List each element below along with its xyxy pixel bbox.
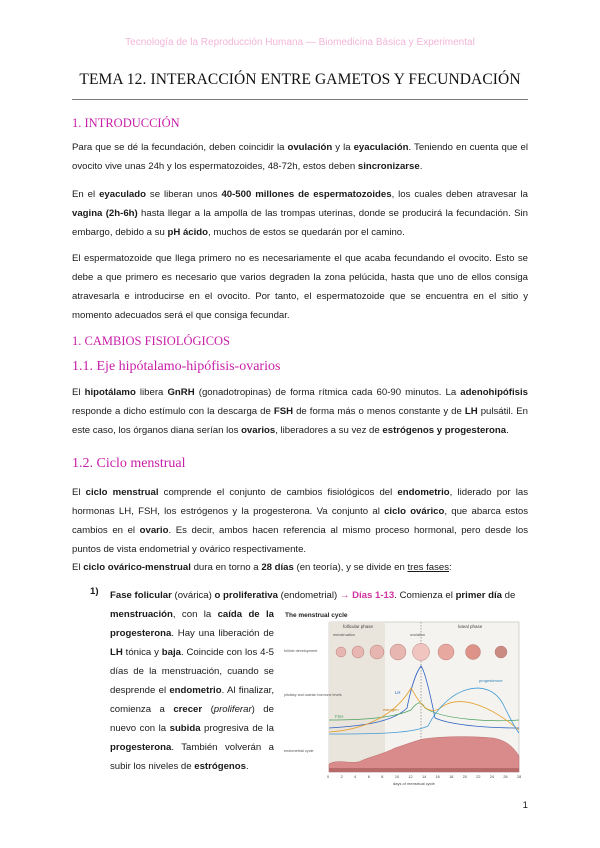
text-run: (en teoría), y se divide en — [293, 562, 408, 573]
running-header: Tecnología de la Reproducción Humana — Biomedicina Básica y Experimental — [125, 37, 475, 48]
text-run: y la — [332, 142, 354, 153]
bold-term: ciclo menstrual — [85, 487, 159, 498]
page-title: TEMA 12. INTERACCIÓN ENTRE GAMETOS Y FECUNDACIÓN — [79, 71, 521, 88]
text-run: (endometrial) — [277, 590, 340, 601]
bold-term: adenohipófisis — [460, 387, 528, 398]
progesterone-label: progesterone — [479, 678, 503, 683]
title-divider — [72, 99, 528, 100]
bold-term: progesterona — [110, 742, 172, 753]
text-run: El — [72, 562, 84, 573]
text-run: En el — [72, 189, 100, 200]
text-run: . — [506, 425, 509, 436]
text-run: , los cuales deben atravesar la — [391, 189, 528, 200]
paragraph-eje — [72, 383, 528, 440]
bold-term: menstruación — [110, 609, 173, 620]
text-run: El — [72, 487, 86, 498]
x-tick-label: 20 — [462, 775, 467, 779]
menstrual-cycle-figure — [283, 608, 523, 786]
text-run: progresiva de la — [200, 723, 274, 734]
follicle-row-label: follicle development — [284, 649, 318, 653]
text-run: : — [449, 562, 452, 573]
text-run: tónica y — [122, 647, 162, 658]
text-run: comprende el conjunto de cambios fisiológicos del — [158, 487, 398, 498]
bold-term: ovario — [139, 525, 169, 536]
bold-term: caída de la progesterona — [110, 609, 274, 639]
bold-term: sincronizarse — [357, 161, 420, 172]
list-item-body — [110, 605, 274, 776]
bold-term: eyaculación — [353, 142, 409, 153]
x-tick-label: 0 — [327, 775, 330, 779]
section-heading-cambios: 1. CAMBIOS FISIOLÓGICOS — [72, 334, 231, 348]
text-run: , con la — [172, 609, 218, 620]
follicle-stage — [390, 644, 406, 660]
luteal-phase-label: luteal phase — [458, 624, 483, 629]
bold-term: ciclo ovárico — [384, 506, 445, 517]
text-run: (gonadotropinas) de forma rítmica cada 60-90 minutos. La — [194, 387, 461, 398]
bold-term: ciclo ovárico-menstrual — [83, 562, 191, 573]
list-item-first-line — [110, 586, 530, 605]
x-tick-label: 10 — [394, 775, 400, 779]
bold-term: Fase folicular — [110, 590, 172, 601]
text-run: . También volverán a subir los niveles de — [110, 742, 274, 772]
paragraph-fases — [72, 558, 528, 577]
text-run: ) de nuevo con la — [110, 704, 274, 734]
text-run: . Teniendo en cuenta que el ovocito vive unas 24h y los espermatozoides, 48-72h, estos deben — [72, 142, 528, 172]
section-heading-introduccion: 1. INTRODUCCIÓN — [72, 116, 180, 130]
bold-term: ovarios — [241, 425, 276, 436]
x-tick-label: 16 — [435, 775, 440, 779]
paragraph-ciclo — [72, 483, 528, 559]
corpus-luteum — [495, 646, 507, 658]
menstruation-band — [329, 622, 385, 772]
bold-term: FSH — [273, 406, 294, 417]
text-run: , liberadores a su vez de — [275, 425, 383, 436]
x-tick-label: 26 — [503, 775, 508, 779]
italic-term: proliferar — [213, 704, 252, 715]
text-run: , liderado por las hormonas LH, FSH, los estrógenos y la progesterona. Va conjunto al — [72, 487, 528, 517]
estrogen-label: estrogen — [383, 707, 399, 712]
text-run: libera — [135, 387, 168, 398]
x-tick-label: 18 — [449, 775, 454, 779]
text-run: hasta llegar a la ampolla de las trompas uterinas, donde se producirá la fecundación. Sin embargo, debido a su — [72, 208, 528, 238]
x-tick-label: 14 — [422, 775, 427, 779]
corpus-luteum — [438, 644, 454, 660]
text-run: . Hay una liberación de — [171, 628, 274, 639]
text-run: . Coincide con los 4-5 días de la menstruación, cuando se desprende el — [110, 647, 274, 696]
text-run: responde a dicho estímulo con la descarga de — [72, 406, 274, 417]
endometrium-base — [329, 768, 519, 772]
text-run: de — [501, 590, 516, 601]
bold-term: GnRH — [167, 387, 195, 398]
bold-term: crecer — [173, 704, 203, 715]
x-tick-label: 28 — [517, 775, 522, 779]
page-number: 1 — [522, 800, 528, 811]
days-label: Días 1-13 — [349, 590, 395, 601]
x-tick-label: 22 — [476, 775, 481, 779]
text-run: se liberan unos — [146, 189, 222, 200]
x-tick-label: 8 — [381, 775, 384, 779]
text-run: de forma más o menos constante y de — [293, 406, 465, 417]
text-run: El — [72, 387, 85, 398]
x-tick-label: 12 — [408, 775, 413, 779]
x-axis-label: days of menstrual cycle — [393, 781, 435, 786]
bold-term: eyaculado — [99, 189, 146, 200]
menstruation-label: menstruation — [333, 633, 355, 637]
arrow-icon: → — [339, 590, 350, 601]
x-axis-ticks — [327, 775, 521, 779]
bold-term: 28 días — [261, 562, 294, 573]
text-run: . — [419, 161, 423, 172]
x-tick-label: 6 — [367, 775, 370, 779]
bold-term: baja — [161, 647, 181, 658]
bold-term: ovulación — [287, 142, 333, 153]
follicle-stage — [352, 646, 364, 658]
bold-term: LH — [464, 406, 478, 417]
x-tick-label: 2 — [340, 775, 343, 779]
text-run: ( — [202, 704, 214, 715]
subsection-heading-eje: 1.1. Eje hipótalamo-hipófisis-ovarios — [72, 359, 281, 374]
bold-term: o proliferativa — [214, 590, 278, 601]
fsh-label: FSH — [335, 714, 344, 719]
follicle-stage — [370, 645, 384, 659]
bold-term: estrógenos — [194, 761, 246, 772]
paragraph-intro-1 — [72, 138, 528, 176]
text-run: , muchos de estos se quedarán por el camino. — [208, 227, 405, 238]
underlined-term: tres fases — [407, 562, 450, 573]
text-run: . Es decir, ambos hacen referencia al mismo proceso hormonal, pero desde los puntos de vista endometrial y ovárico respectivamente. — [72, 525, 529, 555]
follicle-stage — [413, 644, 430, 661]
bold-term: estrógenos y progesterona — [382, 425, 507, 436]
figure-title: The menstrual cycle — [285, 612, 348, 619]
list-number: 1) — [90, 586, 99, 597]
bold-term: hipotálamo — [84, 387, 136, 398]
bold-term: subida — [169, 723, 201, 734]
text-run: (ovárica) — [171, 590, 215, 601]
bold-term: endometrio — [397, 487, 450, 498]
bold-term: 40-500 millones de espermatozoides — [221, 189, 392, 200]
paragraph-intro-3: El espermatozoide que llega primero no es necesariamente el que acaba fecundando el ovocito. Esto se debe a que primero es necesario que varios degraden la zona pelúcida, hasta que uno de ellos consiga atravesarla e introducirse en el ovocito. Por tanto, el espermatozoide que se encuentra en el sitio y momento adecuados será el que consiga fecundar. — [72, 253, 528, 321]
follicular-phase-label: follicular phase — [343, 624, 374, 629]
bold-term: endometrio — [169, 685, 222, 696]
text-run: pulsátil. En este caso, los órganos diana serían los — [72, 406, 528, 436]
x-tick-label: 24 — [489, 775, 495, 779]
hormone-row-label: pituitary and ovarian hormone levels — [284, 693, 342, 697]
endometrial-row-label: endometrial cycle — [284, 749, 314, 753]
text-run: Para que se dé la fecundación, deben coincidir la — [72, 142, 288, 153]
bold-term: vagina (2h-6h) — [72, 208, 138, 219]
lh-label: LH — [395, 690, 401, 695]
ovulation-label: ovulation — [410, 633, 426, 637]
text-run: . — [245, 761, 249, 772]
text-run: dura en torno a — [190, 562, 262, 573]
x-tick-label: 4 — [354, 775, 357, 779]
bold-term: pH ácido — [167, 227, 208, 238]
text-run: . Al finalizar, comienza a — [110, 685, 274, 715]
follicle-stage — [336, 647, 346, 657]
corpus-luteum — [466, 645, 481, 660]
bold-term: LH — [110, 647, 123, 658]
paragraph-intro-2 — [72, 185, 528, 242]
text-run: , que abarca estos cambios en el — [72, 506, 528, 536]
subsection-heading-ciclo: 1.2. Ciclo menstrual — [72, 456, 186, 471]
text-run: . Comienza el — [394, 590, 456, 601]
bold-term: primer día — [455, 590, 502, 601]
